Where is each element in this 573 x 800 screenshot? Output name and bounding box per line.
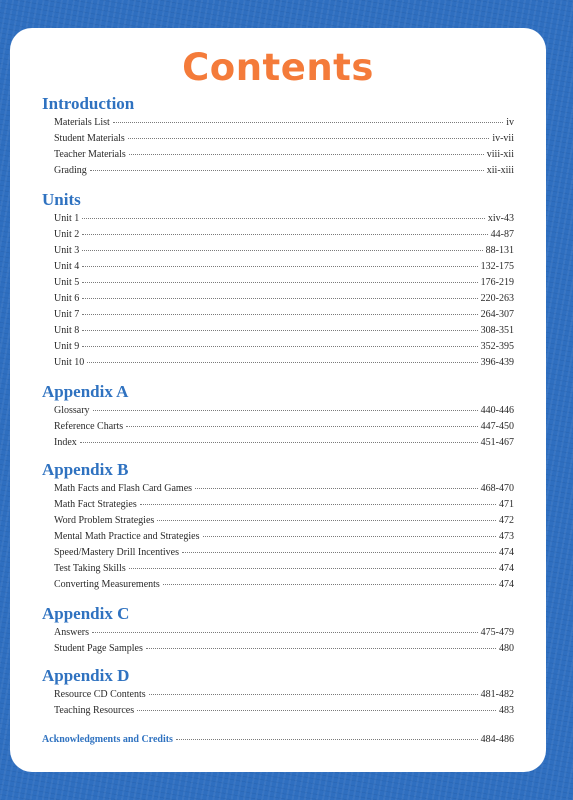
toc-entry-label: Math Fact Strategies (54, 499, 137, 510)
dot-leader (163, 584, 496, 585)
dot-leader (82, 250, 482, 251)
dot-leader (149, 694, 478, 695)
toc-entry-label: Unit 1 (54, 213, 80, 224)
dot-leader (82, 346, 477, 347)
dot-leader (146, 648, 496, 649)
section-appendix-b (42, 460, 514, 595)
toc-entry-label: Word Problem Strategies (54, 515, 155, 526)
dot-leader (113, 122, 503, 123)
toc-entry-label: Unit 8 (54, 325, 80, 336)
section-heading: Appendix A (42, 382, 129, 401)
section-heading: Appendix D (42, 666, 130, 685)
dot-leader (157, 520, 496, 521)
toc-entry[interactable] (42, 499, 514, 515)
toc-entry[interactable] (42, 547, 514, 563)
toc-entry[interactable] (42, 437, 514, 453)
toc-entry-pages: 468-470 (480, 483, 514, 494)
toc-entry-label: Materials List (54, 117, 110, 128)
toc-entry[interactable] (42, 341, 514, 357)
toc-entry[interactable] (42, 325, 514, 341)
toc-entry-pages: xiv-43 (487, 213, 514, 224)
toc-entry-label: Speed/Mastery Drill Incentives (54, 547, 179, 558)
toc-entry-label: Unit 2 (54, 229, 80, 240)
toc-entry[interactable] (42, 643, 514, 659)
toc-entry[interactable] (42, 133, 514, 149)
toc-entry[interactable] (42, 213, 514, 229)
toc-entry[interactable] (42, 483, 514, 499)
dot-leader (82, 282, 477, 283)
toc-entry-pages: iv-vii (492, 133, 514, 144)
toc-entry-pages: 471 (499, 499, 514, 510)
dot-leader (176, 739, 478, 740)
toc-entry-label: Acknowledgments and Credits (42, 734, 173, 745)
toc-entry[interactable] (42, 515, 514, 531)
dot-leader (82, 218, 485, 219)
section-appendix-a (42, 382, 514, 453)
toc-entry-label: Grading (54, 165, 87, 176)
toc-entry-label: Unit 6 (54, 293, 80, 304)
toc-entry-pages: 132-175 (480, 261, 514, 272)
page-title: Contents (182, 46, 374, 89)
toc-entry-label: Math Facts and Flash Card Games (54, 483, 193, 494)
toc-entry-pages: 483 (499, 705, 514, 716)
toc-entry-pages: 176-219 (480, 277, 514, 288)
section-heading: Appendix B (42, 460, 129, 479)
toc-entry[interactable] (42, 117, 514, 133)
dot-leader (182, 552, 496, 553)
toc-entry-pages: 447-450 (480, 421, 514, 432)
toc-entry-pages: 440-446 (480, 405, 514, 416)
toc-entry-label: Unit 4 (54, 261, 80, 272)
dot-leader (129, 568, 496, 569)
toc-entry-label: Mental Math Practice and Strategies (54, 531, 200, 542)
toc-entry-label: Student Page Samples (54, 643, 143, 654)
toc-entry[interactable] (42, 563, 514, 579)
dot-leader (129, 154, 484, 155)
toc-entry-pages: 44-87 (490, 229, 514, 240)
toc-entry-pages: 88-131 (485, 245, 514, 256)
dot-leader (87, 362, 477, 363)
dot-leader (82, 314, 477, 315)
toc-entry-pages: 481-482 (480, 689, 514, 700)
toc-entry[interactable] (42, 689, 514, 705)
section-heading: Appendix C (42, 604, 130, 623)
toc-entry-label: Unit 9 (54, 341, 80, 352)
toc-entry-pages: 480 (499, 643, 514, 654)
dot-leader (140, 504, 496, 505)
toc-entry-pages: 352-395 (480, 341, 514, 352)
dot-leader (128, 138, 490, 139)
toc-entry-label: Resource CD Contents (54, 689, 146, 700)
dot-leader (203, 536, 496, 537)
toc-entry[interactable] (42, 531, 514, 547)
toc-entry[interactable] (42, 309, 514, 325)
section-appendix-c (42, 604, 514, 659)
toc-entry-label: Teacher Materials (54, 149, 126, 160)
toc-entry-pages: 474 (499, 579, 514, 590)
toc-entry-label: Index (54, 437, 77, 448)
dot-leader (82, 298, 477, 299)
toc-entry-pages: 220-263 (480, 293, 514, 304)
section-heading: Units (42, 190, 81, 209)
toc-entry[interactable] (42, 149, 514, 165)
acknowledgments-section (42, 734, 514, 750)
dot-leader (82, 234, 487, 235)
toc-entry-label: Converting Measurements (54, 579, 160, 590)
toc-entry-label: Answers (54, 627, 89, 638)
toc-entry-pages: viii-xii (486, 149, 514, 160)
toc-entry[interactable] (42, 357, 514, 373)
toc-entry-pages: 473 (499, 531, 514, 542)
toc-entry[interactable] (42, 261, 514, 277)
toc-entry-label: Unit 3 (54, 245, 80, 256)
toc-entry-label: Glossary (54, 405, 90, 416)
dot-leader (92, 632, 478, 633)
toc-entry[interactable] (42, 705, 514, 721)
toc-entry[interactable] (42, 627, 514, 643)
toc-entry[interactable] (42, 293, 514, 309)
toc-entry-pages: iv (506, 117, 514, 128)
toc-entry-label: Reference Charts (54, 421, 124, 432)
toc-entry-pages: 484-486 (480, 734, 514, 745)
toc-entry-pages: 264-307 (480, 309, 514, 320)
dot-leader (93, 410, 478, 411)
toc-entry-pages: 451-467 (480, 437, 514, 448)
toc-entry-pages: xii-xiii (486, 165, 514, 176)
section-heading: Introduction (42, 94, 135, 113)
toc-entry[interactable] (42, 165, 514, 181)
toc-entry[interactable] (42, 277, 514, 293)
section-appendix-d (42, 666, 514, 721)
toc-entry-pages: 475-479 (480, 627, 514, 638)
toc-entry[interactable] (42, 421, 514, 437)
dot-leader (80, 442, 478, 443)
toc-entry-label: Student Materials (54, 133, 125, 144)
toc-entry-acknowledgments[interactable] (42, 734, 514, 750)
toc-entry[interactable] (42, 245, 514, 261)
toc-entry-pages: 474 (499, 547, 514, 558)
section-units (42, 190, 514, 373)
toc-entry-label: Test Taking Skills (54, 563, 126, 574)
toc-entry[interactable] (42, 579, 514, 595)
toc-entry-pages: 308-351 (480, 325, 514, 336)
dot-leader (137, 710, 496, 711)
dot-leader (126, 426, 478, 427)
toc-entry-label: Teaching Resources (54, 705, 135, 716)
toc-entry-label: Unit 7 (54, 309, 80, 320)
dot-leader (195, 488, 478, 489)
toc-entry[interactable] (42, 405, 514, 421)
dot-leader (90, 170, 484, 171)
section-introduction (42, 94, 514, 181)
toc-entry-label: Unit 10 (54, 357, 85, 368)
dot-leader (82, 266, 477, 267)
contents-page (10, 28, 546, 772)
toc-entry-pages: 472 (499, 515, 514, 526)
toc-entry[interactable] (42, 229, 514, 245)
dot-leader (82, 330, 477, 331)
toc-entry-pages: 474 (499, 563, 514, 574)
toc-entry-label: Unit 5 (54, 277, 80, 288)
toc-entry-pages: 396-439 (480, 357, 514, 368)
